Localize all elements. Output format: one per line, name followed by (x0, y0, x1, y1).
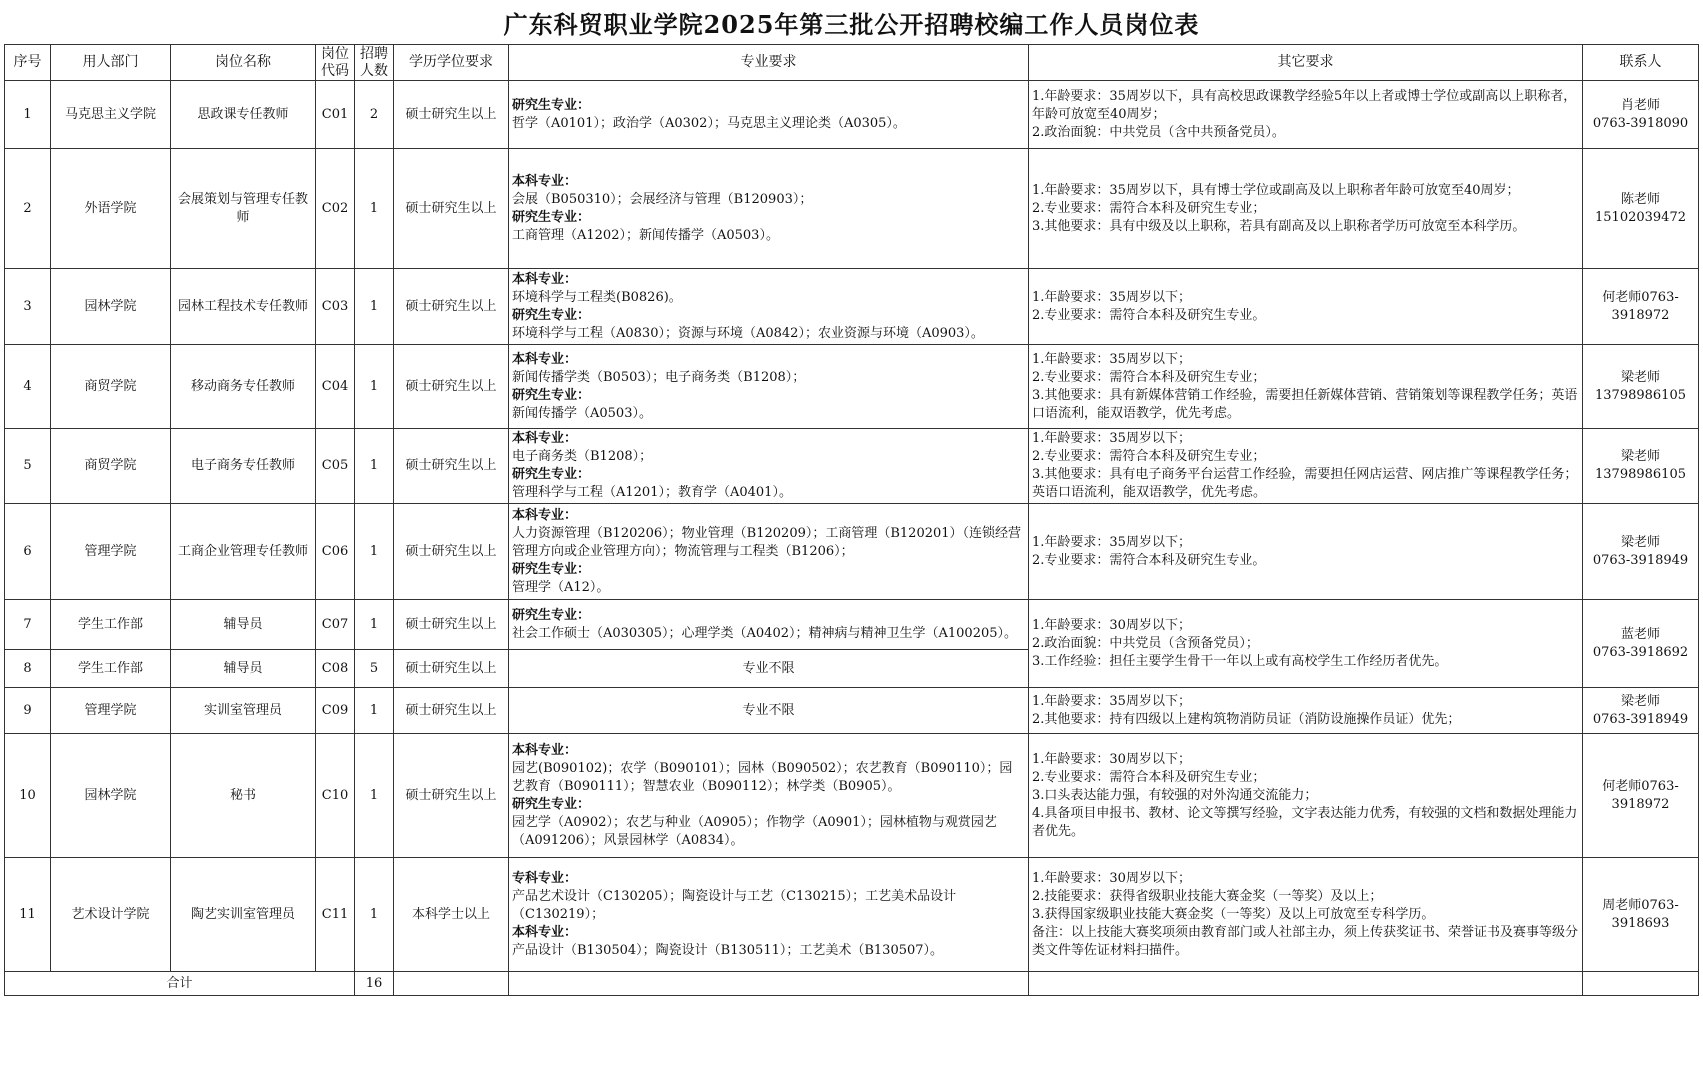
header-count: 招聘人数 (355, 45, 394, 81)
table-row (5, 734, 1699, 858)
header-contact: 联系人 (1583, 45, 1699, 81)
row-no: 10 (5, 734, 51, 858)
row-other (1029, 345, 1583, 429)
row-dept: 外语学院 (51, 149, 171, 269)
row-post: 会展策划与管理专任教师 (171, 149, 316, 269)
contact-name: 梁老师 (1620, 449, 1660, 464)
contact-name: 蓝老师 (1620, 626, 1660, 642)
row-other (1029, 600, 1583, 688)
row-contact (1583, 149, 1699, 269)
row-count: 2 (355, 81, 394, 149)
row-major (509, 504, 1029, 600)
major-heading: 专科专业： (512, 870, 578, 886)
other-line: 2.政治面貌：中共党员（含中共预备党员）。 (1032, 124, 1285, 140)
contact-name: 何老师0763- (1602, 778, 1679, 794)
row-post: 辅导员 (171, 600, 316, 650)
row-major (509, 858, 1029, 972)
row-code: C10 (316, 734, 355, 858)
major-heading: 本科专业： (512, 742, 578, 758)
row-post: 秘书 (171, 734, 316, 858)
header-other: 其它要求 (1029, 45, 1583, 81)
header-code: 岗位代码 (316, 45, 355, 81)
row-dept: 管理学院 (51, 504, 171, 600)
major-heading: 本科专业： (512, 351, 578, 367)
row-dept: 马克思主义学院 (51, 81, 171, 149)
contact-phone: 0763-3918090 (1592, 115, 1689, 131)
row-count: 1 (355, 345, 394, 429)
other-line: 1.年龄要求：35周岁以下，具有高校思政课教学经验5年以上者或博士学位或副高以上职称者，年龄可放宽至40周岁； (1032, 88, 1577, 122)
other-line: 4.具备项目申报书、教材、论文等撰写经验，文字表达能力优秀，有较强的文档和数据处理能力者优先。 (1032, 805, 1578, 839)
row-code: C07 (316, 600, 355, 650)
other-line: 1.年龄要求：35周岁以下； (1032, 289, 1191, 305)
contact-name: 肖老师 (1620, 97, 1660, 113)
row-count: 1 (355, 149, 394, 269)
other-line: 2.技能要求：获得省级职业技能大赛金奖（一等奖）及以上； (1032, 888, 1383, 904)
row-no: 11 (5, 858, 51, 972)
row-major (509, 600, 1029, 650)
major-text: 哲学（A0101）；政治学（A0302）；马克思主义理论类（A0305）。 (512, 115, 906, 131)
row-other (1029, 149, 1583, 269)
major-heading: 研究生专业： (512, 796, 591, 812)
row-edu: 硕士研究生以上 (394, 600, 509, 650)
other-line: 2.专业要求：需符合本科及研究生专业。 (1032, 307, 1266, 323)
total-count: 16 (355, 972, 394, 996)
contact-name: 梁老师 (1620, 369, 1660, 385)
contact-phone: 0763-3918949 (1592, 552, 1689, 568)
row-contact (1583, 345, 1699, 429)
row-no: 3 (5, 269, 51, 345)
row-contact (1583, 504, 1699, 600)
other-line: 3.其他要求：具有电子商务平台运营工作经验，需要担任网店运营、网店推广等课程教学任务；英语口语流利，能双语教学，优先考虑。 (1032, 467, 1578, 500)
table-row (5, 600, 1699, 650)
major-text: 环境科学与工程（A0830）；资源与环境（A0842）；农业资源与环境（A0903）。 (512, 325, 984, 341)
row-no: 2 (5, 149, 51, 269)
major-heading: 研究生专业： (512, 561, 591, 577)
other-line: 1.年龄要求：35周岁以下； (1032, 534, 1191, 550)
row-other (1029, 858, 1583, 972)
row-edu: 硕士研究生以上 (394, 504, 509, 600)
contact-phone: 13798986105 (1595, 467, 1686, 482)
row-count: 1 (355, 858, 394, 972)
row-contact (1583, 269, 1699, 345)
table-row (5, 504, 1699, 600)
other-line: 3.其他要求：具有中级及以上职称，若具有副高及以上职称者学历可放宽至本科学历。 (1032, 218, 1526, 234)
other-line: 3.获得国家级职业技能大赛金奖（一等奖）及以上可放宽至专科学历。 (1032, 906, 1435, 922)
other-line: 3.工作经验：担任主要学生骨干一年以上或有高校学生工作经历者优先。 (1032, 653, 1448, 669)
contact-name: 梁老师 (1620, 693, 1660, 709)
row-count: 1 (355, 688, 394, 734)
table-row (5, 345, 1699, 429)
row-code: C02 (316, 149, 355, 269)
row-count: 1 (355, 429, 394, 504)
other-line: 2.专业要求：需符合本科及研究生专业； (1032, 200, 1266, 216)
row-count: 1 (355, 504, 394, 600)
other-line: 2.专业要求：需符合本科及研究生专业； (1032, 369, 1266, 385)
row-other (1029, 504, 1583, 600)
row-edu: 硕士研究生以上 (394, 345, 509, 429)
major-text: 新闻传播学类（B0503）；电子商务类（B1208）； (512, 369, 806, 385)
major-text: 电子商务类（B1208）； (512, 449, 653, 464)
row-edu: 硕士研究生以上 (394, 81, 509, 149)
row-no: 4 (5, 345, 51, 429)
major-heading: 本科专业： (512, 924, 578, 940)
row-other (1029, 429, 1583, 504)
row-code: C05 (316, 429, 355, 504)
row-edu: 硕士研究生以上 (394, 429, 509, 504)
table-row (5, 429, 1699, 504)
major-text: 社会工作硕士（A030305）；心理学类（A0402）；精神病与精神卫生学（A100205）。 (512, 625, 1018, 641)
total-empty-contact (1583, 972, 1699, 996)
row-other (1029, 269, 1583, 345)
recruitment-table (4, 44, 1699, 996)
major-text: 人力资源管理（B120206）；物业管理（B120209）；工商管理（B120201）（连锁经营管理方向或企业管理方向）；物流管理与工程类（B1206）； (512, 525, 1022, 559)
major-text: 环境科学与工程类(B0826)。 (512, 289, 682, 305)
row-dept: 学生工作部 (51, 600, 171, 650)
contact-phone: 3918693 (1611, 915, 1670, 931)
total-empty-other (1029, 972, 1583, 996)
contact-phone: 3918972 (1611, 307, 1670, 323)
row-major (509, 734, 1029, 858)
header-dept: 用人部门 (51, 45, 171, 81)
row-code: C03 (316, 269, 355, 345)
other-line: 1.年龄要求：35周岁以下，具有博士学位或副高及以上职称者年龄可放宽至40周岁； (1032, 182, 1520, 198)
row-post: 陶艺实训室管理员 (171, 858, 316, 972)
other-line: 1.年龄要求：35周岁以下； (1032, 431, 1191, 446)
table-body (5, 81, 1699, 996)
contact-name: 梁老师 (1620, 534, 1660, 550)
major-text: 新闻传播学（A0503）。 (512, 405, 652, 421)
major-text: 产品艺术设计（C130205）；陶瓷设计与工艺（C130215）；工艺美术品设计（C130219）； (512, 888, 957, 922)
table-header-row (5, 45, 1699, 81)
row-code: C11 (316, 858, 355, 972)
row-edu: 硕士研究生以上 (394, 734, 509, 858)
total-label: 合计 (5, 972, 355, 996)
row-major (509, 345, 1029, 429)
row-contact (1583, 81, 1699, 149)
row-major (509, 81, 1029, 149)
major-text: 管理科学与工程（A1201）；教育学（A0401）。 (512, 485, 792, 500)
row-count: 1 (355, 600, 394, 650)
row-major (509, 149, 1029, 269)
page-title: 广东科贸职业学院2025年第三批公开招聘校编工作人员岗位表 (503, 10, 1200, 39)
other-line: 1.年龄要求：30周岁以下； (1032, 617, 1191, 633)
row-edu: 硕士研究生以上 (394, 269, 509, 345)
contact-name: 何老师0763- (1602, 289, 1679, 305)
major-text: 工商管理（A1202）；新闻传播学（A0503）。 (512, 227, 779, 243)
row-dept: 园林学院 (51, 734, 171, 858)
contact-phone: 13798986105 (1595, 387, 1686, 403)
other-line: 1.年龄要求：35周岁以下； (1032, 351, 1191, 367)
row-dept: 学生工作部 (51, 650, 171, 688)
row-no: 9 (5, 688, 51, 734)
major-heading: 研究生专业： (512, 467, 591, 482)
row-code: C08 (316, 650, 355, 688)
row-post: 电子商务专任教师 (171, 429, 316, 504)
row-dept: 管理学院 (51, 688, 171, 734)
major-heading: 研究生专业： (512, 209, 591, 225)
other-line: 1.年龄要求：35周岁以下； (1032, 693, 1191, 709)
major-heading: 研究生专业： (512, 387, 591, 403)
major-heading: 研究生专业： (512, 97, 591, 113)
table-row (5, 149, 1699, 269)
row-count: 1 (355, 269, 394, 345)
row-count: 1 (355, 734, 394, 858)
row-post: 园林工程技术专任教师 (171, 269, 316, 345)
row-dept: 艺术设计学院 (51, 858, 171, 972)
header-post: 岗位名称 (171, 45, 316, 81)
other-line: 2.专业要求：需符合本科及研究生专业。 (1032, 552, 1266, 568)
other-line: 1.年龄要求：30周岁以下； (1032, 751, 1191, 767)
row-post: 工商企业管理专任教师 (171, 504, 316, 600)
other-line: 3.口头表达能力强，有较强的对外沟通交流能力； (1032, 787, 1318, 803)
row-contact (1583, 429, 1699, 504)
table-row (5, 858, 1699, 972)
other-line: 备注：以上技能大赛奖项须由教育部门或人社部主办，须上传获奖证书、荣誉证书及赛事等级分类文件等佐证材料扫描件。 (1032, 924, 1579, 958)
row-dept: 商贸学院 (51, 429, 171, 504)
major-text: 产品设计（B130504）；陶瓷设计（B130511）；工艺美术（B130507）。 (512, 942, 944, 958)
table-row (5, 688, 1699, 734)
other-line: 2.专业要求：需符合本科及研究生专业； (1032, 769, 1266, 785)
row-contact (1583, 734, 1699, 858)
major-text: 园艺学（A0902）；农艺与种业（A0905）；作物学（A0901）；园林植物与观赏园艺（A091206）；风景园林学（A0834）。 (512, 814, 997, 848)
major-text: 园艺(B090102)；农学（B090101）；园林（B090502）；农艺教育（B090110）；园艺教育（B090111）；智慧农业（B090112）；林学类（B0905）。 (512, 760, 1013, 794)
row-major (509, 429, 1029, 504)
other-line: 2.其他要求：持有四级以上建构筑物消防员证（消防设施操作员证）优先； (1032, 711, 1461, 727)
major-heading: 本科专业： (512, 431, 578, 446)
header-edu: 学历学位要求 (394, 45, 509, 81)
row-count: 5 (355, 650, 394, 688)
row-code: C09 (316, 688, 355, 734)
row-contact (1583, 858, 1699, 972)
row-contact (1583, 600, 1699, 688)
row-code: C06 (316, 504, 355, 600)
major-heading: 本科专业： (512, 507, 578, 523)
row-no: 7 (5, 600, 51, 650)
total-empty-edu (394, 972, 509, 996)
other-line: 1.年龄要求：30周岁以下； (1032, 870, 1191, 886)
major-heading: 本科专业： (512, 173, 578, 189)
row-edu: 本科学士以上 (394, 858, 509, 972)
major-text: 管理学（A12）。 (512, 579, 610, 595)
major-text: 会展（B050310）；会展经济与管理（B120903）； (512, 191, 813, 207)
row-edu: 硕士研究生以上 (394, 149, 509, 269)
major-heading: 研究生专业： (512, 307, 591, 323)
row-dept: 园林学院 (51, 269, 171, 345)
header-no: 序号 (5, 45, 51, 81)
row-major: 专业不限 (509, 688, 1029, 734)
row-other (1029, 688, 1583, 734)
row-post: 移动商务专任教师 (171, 345, 316, 429)
row-post: 辅导员 (171, 650, 316, 688)
row-no: 5 (5, 429, 51, 504)
table-row (5, 81, 1699, 149)
contact-phone: 0763-3918692 (1592, 644, 1689, 660)
row-other (1029, 81, 1583, 149)
row-post: 实训室管理员 (171, 688, 316, 734)
row-code: C01 (316, 81, 355, 149)
contact-phone: 3918972 (1611, 796, 1670, 812)
contact-name: 周老师0763- (1602, 897, 1679, 913)
contact-phone: 15102039472 (1595, 209, 1686, 225)
contact-phone: 0763-3918949 (1592, 711, 1689, 727)
row-no: 1 (5, 81, 51, 149)
row-major (509, 269, 1029, 345)
total-row (5, 972, 1699, 996)
major-heading: 研究生专业： (512, 607, 591, 623)
row-code: C04 (316, 345, 355, 429)
row-contact (1583, 688, 1699, 734)
header-major: 专业要求 (509, 45, 1029, 81)
other-line: 3.其他要求：具有新媒体营销工作经验，需要担任新媒体营销、营销策划等课程教学任务；英语口语流利，能双语教学，优先考虑。 (1032, 387, 1578, 421)
major-heading: 本科专业： (512, 271, 578, 287)
row-no: 6 (5, 504, 51, 600)
row-dept: 商贸学院 (51, 345, 171, 429)
row-other (1029, 734, 1583, 858)
row-post: 思政课专任教师 (171, 81, 316, 149)
table-row (5, 269, 1699, 345)
row-edu: 硕士研究生以上 (394, 688, 509, 734)
other-line: 2.专业要求：需符合本科及研究生专业； (1032, 449, 1266, 464)
contact-name: 陈老师 (1620, 191, 1660, 207)
row-edu: 硕士研究生以上 (394, 650, 509, 688)
row-major: 专业不限 (509, 650, 1029, 688)
other-line: 2.政治面貌：中共党员（含预备党员）； (1032, 635, 1259, 651)
total-empty-major (509, 972, 1029, 996)
row-no: 8 (5, 650, 51, 688)
